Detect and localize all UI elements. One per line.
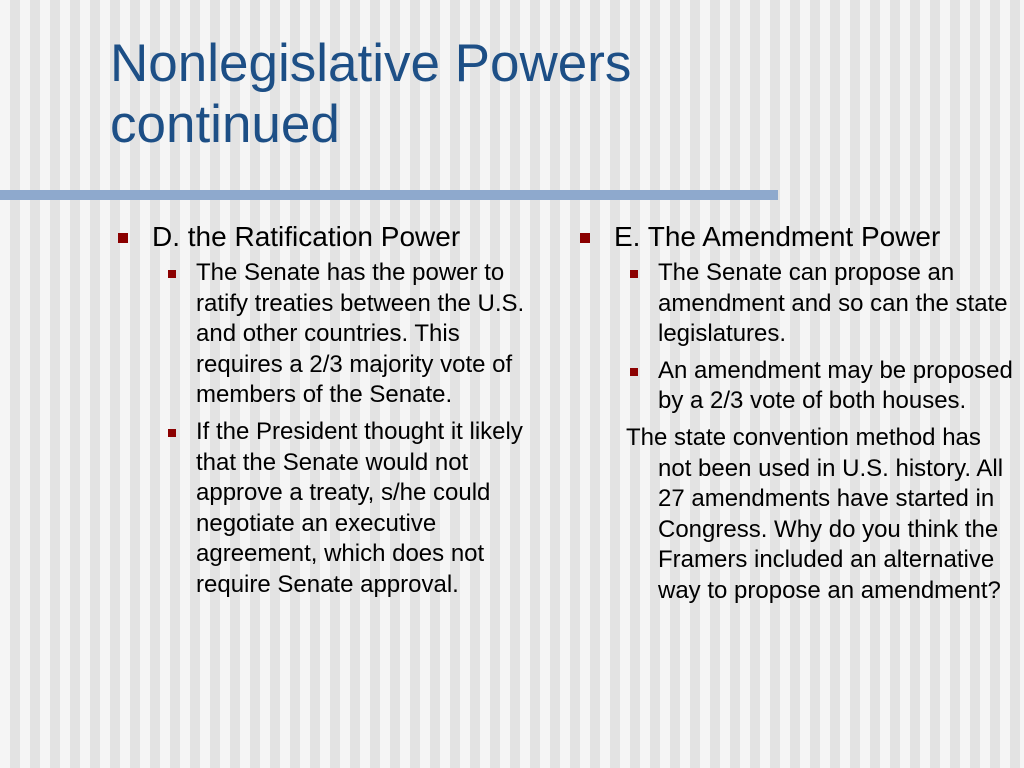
- square-bullet-icon: [118, 233, 128, 243]
- square-bullet-icon: [168, 429, 176, 437]
- left-heading: D. the Ratification Power: [152, 221, 461, 252]
- slide-title: [110, 33, 990, 155]
- title-divider: [0, 190, 778, 200]
- square-bullet-icon: [630, 368, 638, 376]
- left-bullet-text: The Senate has the power to ratify treaties between the U.S. and other countries. This requires a 2/3 majority vote of members of the Senate.: [196, 259, 525, 409]
- right-bullet-item: [574, 258, 1014, 350]
- right-paragraph: The state convention method has not been used in U.S. history. All 27 amendments have started in Congress. Why do you think the Framers included an alternative way to propose an amendment?: [626, 423, 1004, 604]
- square-bullet-icon: [630, 270, 638, 278]
- slide-title-line-2: continued: [110, 95, 340, 154]
- right-heading-item: [574, 219, 1014, 254]
- right-bullet-text: An amendment may be proposed by a 2/3 vote of both houses.: [658, 356, 1013, 415]
- square-bullet-icon: [168, 270, 176, 278]
- left-bullet-text: If the President thought it likely that the Senate would not approve a treaty, s/he could negotiate an executive agreement, which does not require Senate approval.: [196, 417, 523, 598]
- slide-title-line-1: Nonlegislative Powers: [110, 34, 632, 93]
- left-column: [112, 219, 542, 601]
- left-heading-item: [112, 219, 542, 254]
- right-bullet-text: The Senate can propose an amendment and so can the state legislatures.: [658, 259, 1008, 348]
- left-bullet-item: [112, 417, 542, 601]
- left-bullet-item: [112, 258, 542, 411]
- right-heading: E. The Amendment Power: [614, 221, 941, 252]
- right-column: [574, 219, 1014, 607]
- right-bullet-item: [574, 356, 1014, 417]
- square-bullet-icon: [580, 233, 590, 243]
